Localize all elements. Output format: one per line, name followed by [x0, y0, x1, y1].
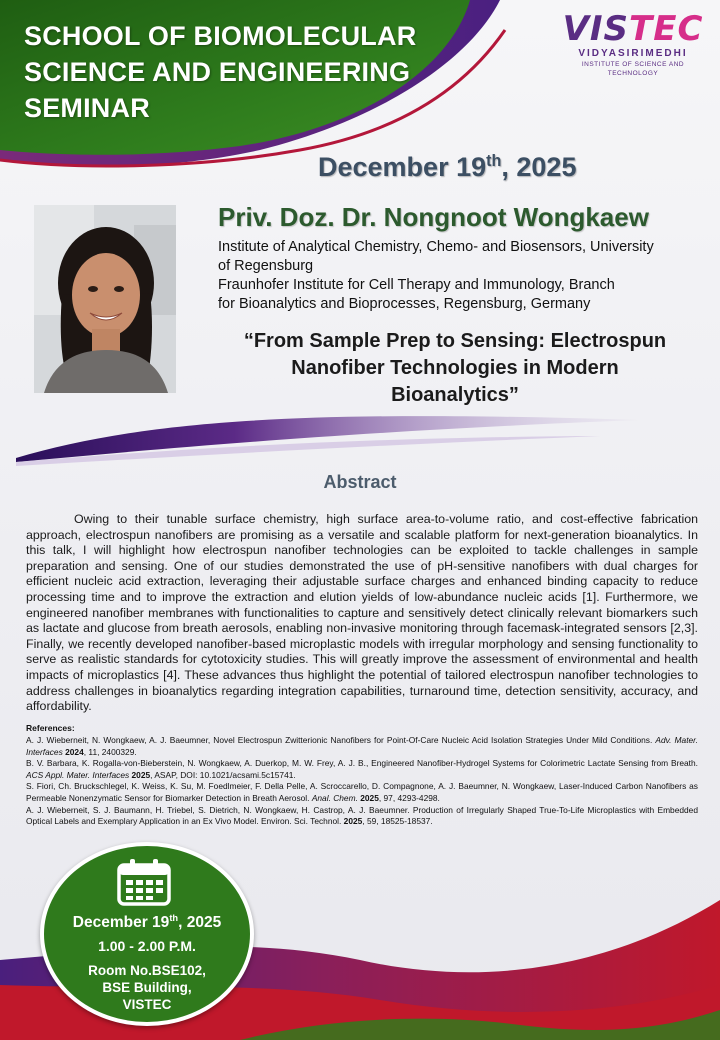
seminar-title-line-2: SCIENCE AND ENGINEERING: [24, 57, 411, 87]
vistec-logo: [558, 10, 708, 78]
abstract-body: Owing to their tunable surface chemistry, high surface area-to-volume ratio, and cost-effective fabrication approach, electrospun nanofibers are promising as a versatile and scalable platform for next-generation bioanalytics. In this talk, I will highlight how electrospun nanofiber technologies can be exploited to tackle challenges in sample preparation and sensing. One of our studies demonstrated the use of pH-sensitive nanofibers with dual charges for efficient nucleic acid extraction, leveraging their adjustable surface charges and enhanced binding capacity to reduce processing time and to improve the extraction and elution yields of low-abundance nucleic acids [1]. Furthermore, we engineered nanofiber membranes with functionalities to capture and sensitively detect clinically relevant biomarkers such as lactate and glucose from breath aerosols, enabling non-invasive monitoring through facemask-integrated sensors [2,3]. Finally, we recently developed nanofiber-based microplastic models with irregular morphology and sensing functionality to serve as realistic standards for cytotoxicity studies. This will greatly improve the assessment of environmental and health impacts of microplastics [4]. These advances thus highlight the potential of tailored electrospun nanofiber technologies to address challenges in bioanalytics regarding integration capabilities, turnaround time, detection sensitivity, accuracy, and affordability.: [26, 512, 698, 714]
details-date-main: December 19: [72, 914, 170, 931]
talk-title-line-1: “From Sample Prep to Sensing: Electrospun: [243, 330, 667, 352]
reference-text: B. V. Barbara, K. Rogalla-von-Bieberstein, N. Wongkaew, A. Duerkop, M. W. Frey, A. J. B., Engineered Nanofiber-Hydrogel Systems for Colorimetric Lactate Sensing from Breath.: [26, 758, 698, 769]
speaker-photo: [34, 205, 176, 393]
details-room: Room No.BSE102,: [88, 963, 206, 978]
speaker-portrait-graphic: [34, 205, 176, 393]
event-date-heading: [318, 152, 576, 183]
affiliation-line: for Bioanalytics and Bioprocesses, Regensburg, Germany: [218, 296, 591, 312]
affiliation-line: Institute of Analytical Chemistry, Chemo- and Biosensors, University: [218, 239, 654, 255]
reference-text: A. J. Wieberneit, N. Wongkaew, A. J. Baeumner, Novel Electrospun Zwitterionic Nanofibers for Point-Of-Care Nucleic Acid Isolation Strategies Under Mild Conditions.: [26, 735, 656, 745]
talk-title-line-3: Bioanalytics”: [391, 384, 519, 406]
talk-title: [200, 328, 710, 409]
reference-year: 2025: [341, 816, 363, 827]
reference-text: S. Fiori, Ch. Bruckschlegel, K. Weiss, K. Su, M. Foedlmeier, F. Della Pelle, A. Scroccarello, D. Compagnone, A. J. Baeumner, N. Wongkaew, Laser-Induced Carbon Nanofibers as Permeable Nonenzymatic Sensor for Biomarker Detection in Breath Aerosol.: [26, 781, 698, 803]
logo-word-main: VIS: [562, 9, 630, 49]
reference-text: A. J. Wieberneit, S. J. Baumann, H. Triebel, S. Dietrich, N. Wongkaew, H. Castrop, A. J. Baeumner. Production of Irregularly Shaped True-To-Life Microplastics with Embedded Optical Labels and Exemplary Application in an Ex Vivo Model. Environ. Sci. Technol.: [26, 804, 698, 827]
logo-name: VIDYASIRIMEDHI: [578, 48, 688, 59]
reference-item: [26, 735, 698, 758]
calendar-icon: [116, 858, 172, 906]
reference-details: , 11, 2400329.: [83, 746, 137, 757]
details-building: BSE Building,: [102, 980, 192, 995]
speaker-affiliations: [218, 238, 698, 314]
references-list: [26, 735, 698, 828]
speaker-name: Priv. Doz. Dr. Nongnoot Wongkaew: [218, 202, 649, 232]
seminar-title-line-3: SEMINAR: [24, 93, 150, 123]
reference-year: 2025: [129, 769, 151, 780]
details-date-suffix: th: [169, 912, 179, 923]
details-date: [40, 914, 254, 932]
reference-journal: Anal. Chem.: [311, 792, 358, 803]
references-heading: References:: [26, 723, 75, 733]
talk-title-line-2: Nanofiber Technologies in Modern: [291, 357, 619, 379]
logo-tagline: INSTITUTE OF SCIENCE AND TECHNOLOGY: [581, 61, 685, 77]
affiliation-line: of Regensburg: [218, 258, 314, 274]
abstract-heading: Abstract: [323, 472, 397, 492]
logo-wordmark: [558, 10, 708, 48]
reference-details: , 59, 18525-18537.: [362, 816, 433, 827]
details-time: 1.00 - 2.00 P.M.: [98, 938, 196, 954]
event-date-main: December 19: [318, 152, 487, 182]
details-location: [40, 962, 254, 1013]
reference-details: , ASAP, DOI: 10.1021/acsami.5c15741.: [150, 769, 296, 780]
affiliation-line: Fraunhofer Institute for Cell Therapy and Immunology, Branch: [218, 277, 615, 293]
reference-details: , 97, 4293-4298.: [378, 792, 440, 803]
details-venue: VISTEC: [122, 997, 172, 1012]
event-date-suffix: th: [486, 152, 502, 170]
reference-year: 2024: [62, 746, 84, 757]
reference-item: [26, 758, 698, 781]
reference-journal: Adv. Mater. Interfaces: [26, 735, 698, 757]
seminar-title: [24, 18, 444, 126]
reference-item: [26, 781, 698, 804]
reference-item: [26, 805, 698, 828]
seminar-title-line-1: SCHOOL OF BIOMOLECULAR: [24, 21, 417, 51]
logo-word-accent: TEC: [629, 9, 704, 49]
event-date-year: , 2025: [501, 152, 577, 182]
reference-year: 2025: [357, 792, 379, 803]
details-date-year: , 2025: [178, 914, 222, 931]
reference-journal: ACS Appl. Mater. Interfaces: [26, 769, 130, 780]
